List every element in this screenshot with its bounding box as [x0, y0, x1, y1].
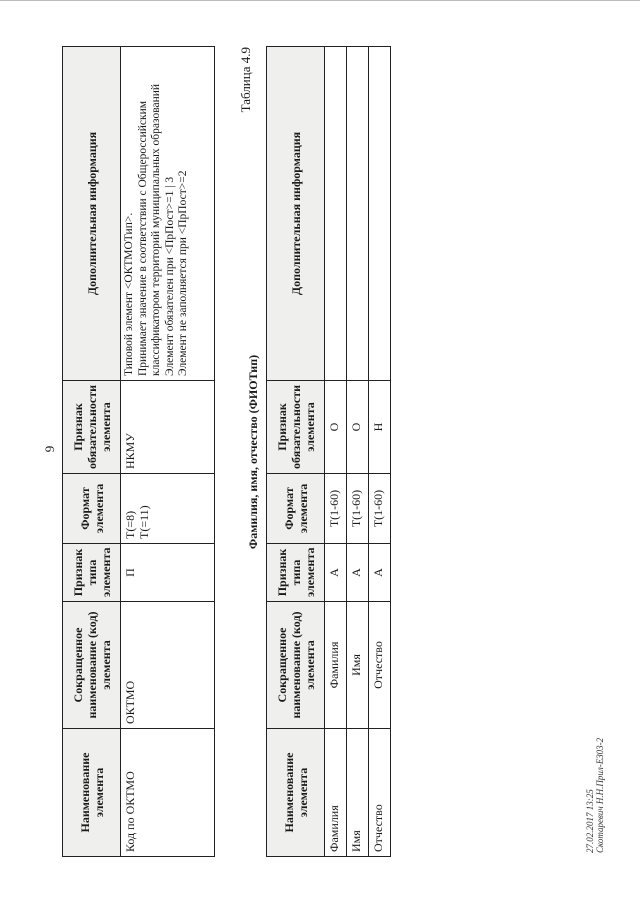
header-name: Наименование элемента — [63, 729, 121, 857]
cell-format: T(1-60) — [325, 474, 347, 544]
header-info: Дополнительная информация — [63, 47, 121, 381]
header-type: Признак типа элемента — [63, 544, 121, 602]
cell-info — [369, 47, 391, 381]
cell-name: Фамилия — [325, 729, 347, 857]
page-number: 9 — [42, 445, 57, 453]
cell-code: ОКТМО — [121, 602, 215, 729]
cell-format: T(=8) T(=11) — [121, 474, 215, 544]
cell-format: T(1-60) — [369, 474, 391, 544]
table-row — [121, 47, 215, 857]
cell-name: Отчество — [369, 729, 391, 857]
stamp-author: Скотаревич Н.Н.Прил-ЕЗ03-2 — [595, 737, 605, 853]
scan-edge-line — [0, 0, 640, 1]
cell-name: Имя — [347, 729, 369, 857]
cell-code: Имя — [347, 602, 369, 729]
cell-info — [325, 47, 347, 381]
cell-type: А — [369, 544, 391, 602]
cell-type: П — [121, 544, 215, 602]
header-code: Сокращенное наименование (код) элемента — [267, 602, 325, 729]
cell-required: О — [325, 381, 347, 474]
cell-format: T(1-60) — [347, 474, 369, 544]
stamp-datetime: 27.02.2017 13:25 — [585, 789, 595, 853]
table-oktmo — [62, 46, 215, 857]
cell-code: Фамилия — [325, 602, 347, 729]
table-row — [347, 47, 369, 857]
table-fio — [266, 46, 391, 857]
header-required: Признак обязательности элемента — [63, 381, 121, 474]
table-caption: Таблица 4.9 — [238, 47, 253, 113]
table-row — [369, 47, 391, 857]
cell-required: Н — [369, 381, 391, 474]
document-stamp — [585, 653, 605, 853]
header-format: Формат элемента — [267, 474, 325, 544]
table-title: Фамилия, имя, отчество (ФИОТип) — [246, 354, 260, 550]
cell-code: Отчество — [369, 602, 391, 729]
cell-required: О — [347, 381, 369, 474]
header-info: Дополнительная информация — [267, 47, 325, 381]
cell-type: А — [347, 544, 369, 602]
header-required: Признак обязательности элемента — [267, 381, 325, 474]
table-row — [325, 47, 347, 857]
cell-info — [347, 47, 369, 381]
cell-type: А — [325, 544, 347, 602]
header-format: Формат элемента — [63, 474, 121, 544]
cell-info: Типовой элемент <ОКТМОТип>. Принимает значение в соответствии с Общероссийским классификатором территорий муниципальных образований Элемент обязателен при <ПрПост>=1 | 3 Элемент не заполняется при <ПрПост>=2 — [121, 47, 215, 381]
header-code: Сокращенное наименование (код) элемента — [63, 602, 121, 729]
header-name: Наименование элемента — [267, 729, 325, 857]
header-type: Признак типа элемента — [267, 544, 325, 602]
cell-name: Код по ОКТМО — [121, 729, 215, 857]
cell-required: НКМУ — [121, 381, 215, 474]
